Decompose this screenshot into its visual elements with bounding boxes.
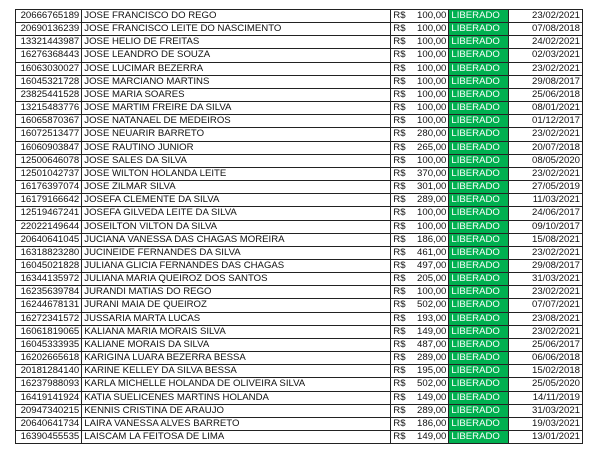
status-badge: LIBERADO	[449, 88, 508, 101]
status-badge: LIBERADO	[449, 207, 508, 220]
cell-value: 100,00	[410, 286, 449, 299]
table-row	[16, 273, 583, 286]
cell-id: 13215483776	[16, 102, 82, 115]
cell-currency: R$	[391, 88, 410, 101]
cell-value: 100,00	[410, 10, 449, 23]
cell-name: JOSE NATANAEL DE MEDEIROS	[82, 115, 391, 128]
table-row	[16, 431, 583, 444]
cell-name: JOSE ZILMAR SILVA	[82, 181, 391, 194]
cell-id: 12501042737	[16, 167, 82, 180]
cell-id: 20181284140	[16, 365, 82, 378]
status-badge: LIBERADO	[449, 23, 508, 36]
table-row	[16, 299, 583, 312]
status-badge: LIBERADO	[449, 128, 508, 141]
cell-name: JOSE SALES DA SILVA	[82, 154, 391, 167]
cell-currency: R$	[391, 207, 410, 220]
cell-value: 100,00	[410, 49, 449, 62]
cell-name: KARIGINA LUARA BEZERRA BESSA	[82, 352, 391, 365]
cell-name: KARINE KELLEY DA SILVA BESSA	[82, 365, 391, 378]
cell-name: LAISCAM LA FEITOSA DE LIMA	[82, 431, 391, 444]
table-row	[16, 167, 583, 180]
cell-currency: R$	[391, 115, 410, 128]
status-badge: LIBERADO	[449, 181, 508, 194]
cell-currency: R$	[391, 49, 410, 62]
cell-id: 16237988093	[16, 378, 82, 391]
cell-id: 16244678131	[16, 299, 82, 312]
cell-currency: R$	[391, 36, 410, 49]
cell-value: 280,00	[410, 128, 449, 141]
cell-id: 16060903847	[16, 141, 82, 154]
cell-value: 100,00	[410, 88, 449, 101]
cell-value: 289,00	[410, 194, 449, 207]
status-badge: LIBERADO	[449, 102, 508, 115]
cell-id: 16061819065	[16, 325, 82, 338]
table-row	[16, 36, 583, 49]
status-badge: LIBERADO	[449, 10, 508, 23]
cell-currency: R$	[391, 75, 410, 88]
cell-date: 20/07/2018	[508, 141, 582, 154]
cell-name: LAIRA VANESSA ALVES BARRETO	[82, 417, 391, 430]
cell-date: 24/06/2017	[508, 207, 582, 220]
cell-value: 289,00	[410, 404, 449, 417]
cell-currency: R$	[391, 102, 410, 115]
cell-id: 16276368443	[16, 49, 82, 62]
cell-name: JOSE MARCIANO MARTINS	[82, 75, 391, 88]
cell-id: 20640641734	[16, 417, 82, 430]
cell-name: JOSEFA GILVEDA LEITE DA SILVA	[82, 207, 391, 220]
cell-date: 31/03/2021	[508, 404, 582, 417]
cell-currency: R$	[391, 352, 410, 365]
cell-currency: R$	[391, 181, 410, 194]
table-row	[16, 325, 583, 338]
cell-currency: R$	[391, 404, 410, 417]
cell-value: 502,00	[410, 299, 449, 312]
status-badge: LIBERADO	[449, 431, 508, 444]
cell-name: JURANDI MATIAS DO REGO	[82, 286, 391, 299]
status-badge: LIBERADO	[449, 378, 508, 391]
status-badge: LIBERADO	[449, 62, 508, 75]
table-row	[16, 378, 583, 391]
cell-name: KALIANA MARIA MORAIS SILVA	[82, 325, 391, 338]
cell-name: JOSE HELIO DE FREITAS	[82, 36, 391, 49]
cell-date: 23/02/2021	[508, 286, 582, 299]
status-badge: LIBERADO	[449, 299, 508, 312]
table-row	[16, 49, 583, 62]
cell-value: 205,00	[410, 273, 449, 286]
cell-currency: R$	[391, 325, 410, 338]
cell-value: 100,00	[410, 102, 449, 115]
cell-id: 20947340215	[16, 404, 82, 417]
cell-date: 29/08/2017	[508, 259, 582, 272]
table-row	[16, 62, 583, 75]
cell-currency: R$	[391, 154, 410, 167]
cell-currency: R$	[391, 194, 410, 207]
cell-id: 16235639784	[16, 286, 82, 299]
cell-date: 02/03/2021	[508, 49, 582, 62]
cell-value: 186,00	[410, 233, 449, 246]
cell-date: 25/06/2018	[508, 88, 582, 101]
table-row	[16, 154, 583, 167]
table-row	[16, 181, 583, 194]
cell-id: 20690136239	[16, 23, 82, 36]
beneficiary-table	[15, 9, 583, 444]
cell-name: JOSE WILTON HOLANDA LEITE	[82, 167, 391, 180]
cell-value: 100,00	[410, 62, 449, 75]
table-row	[16, 417, 583, 430]
cell-id: 16390455535	[16, 431, 82, 444]
cell-id: 16176397074	[16, 181, 82, 194]
status-badge: LIBERADO	[449, 417, 508, 430]
cell-id: 16045333935	[16, 338, 82, 351]
cell-name: JURANI MAIA DE QUEIROZ	[82, 299, 391, 312]
cell-value: 186,00	[410, 417, 449, 430]
cell-currency: R$	[391, 246, 410, 259]
table-row	[16, 286, 583, 299]
status-badge: LIBERADO	[449, 338, 508, 351]
table-row	[16, 128, 583, 141]
cell-date: 06/06/2018	[508, 352, 582, 365]
cell-value: 149,00	[410, 325, 449, 338]
cell-date: 24/02/2021	[508, 36, 582, 49]
status-badge: LIBERADO	[449, 167, 508, 180]
cell-value: 289,00	[410, 352, 449, 365]
cell-currency: R$	[391, 286, 410, 299]
cell-value: 100,00	[410, 36, 449, 49]
cell-id: 23825441528	[16, 88, 82, 101]
cell-id: 16344135972	[16, 273, 82, 286]
cell-id: 16318823280	[16, 246, 82, 259]
table-row	[16, 404, 583, 417]
status-badge: LIBERADO	[449, 141, 508, 154]
cell-date: 07/07/2021	[508, 299, 582, 312]
cell-value: 149,00	[410, 431, 449, 444]
cell-id: 16063030027	[16, 62, 82, 75]
cell-value: 370,00	[410, 167, 449, 180]
cell-date: 25/05/2020	[508, 378, 582, 391]
cell-currency: R$	[391, 312, 410, 325]
cell-date: 23/02/2021	[508, 167, 582, 180]
status-badge: LIBERADO	[449, 273, 508, 286]
cell-currency: R$	[391, 128, 410, 141]
cell-value: 461,00	[410, 246, 449, 259]
cell-name: JOSEFA CLEMENTE DA SILVA	[82, 194, 391, 207]
cell-value: 100,00	[410, 115, 449, 128]
cell-date: 08/01/2021	[508, 102, 582, 115]
cell-value: 487,00	[410, 338, 449, 351]
cell-name: JOSE MARTIM FREIRE DA SILVA	[82, 102, 391, 115]
status-badge: LIBERADO	[449, 246, 508, 259]
cell-id: 16272341572	[16, 312, 82, 325]
cell-date: 08/05/2020	[508, 154, 582, 167]
cell-name: JULIANA MARIA QUEIROZ DOS SANTOS	[82, 273, 391, 286]
status-badge: LIBERADO	[449, 404, 508, 417]
cell-name: JOSE FRANCISCO LEITE DO NASCIMENTO	[82, 23, 391, 36]
cell-id: 12500646078	[16, 154, 82, 167]
cell-date: 27/05/2019	[508, 181, 582, 194]
cell-date: 29/08/2017	[508, 75, 582, 88]
cell-date: 23/08/2021	[508, 312, 582, 325]
cell-date: 25/06/2017	[508, 338, 582, 351]
cell-date: 23/02/2021	[508, 10, 582, 23]
status-badge: LIBERADO	[449, 259, 508, 272]
table-row	[16, 220, 583, 233]
cell-currency: R$	[391, 233, 410, 246]
table-row	[16, 23, 583, 36]
status-badge: LIBERADO	[449, 233, 508, 246]
cell-name: JULIANA GLICIA FERNANDES DAS CHAGAS	[82, 259, 391, 272]
status-badge: LIBERADO	[449, 36, 508, 49]
cell-currency: R$	[391, 141, 410, 154]
cell-currency: R$	[391, 220, 410, 233]
cell-value: 497,00	[410, 259, 449, 272]
cell-id: 16065870367	[16, 115, 82, 128]
table-row	[16, 233, 583, 246]
cell-id: 16419141924	[16, 391, 82, 404]
table-row	[16, 207, 583, 220]
cell-name: JOSE FRANCISCO DO REGO	[82, 10, 391, 23]
cell-name: KARLA MICHELLE HOLANDA DE OLIVEIRA SILVA	[82, 378, 391, 391]
cell-currency: R$	[391, 338, 410, 351]
status-badge: LIBERADO	[449, 365, 508, 378]
cell-currency: R$	[391, 273, 410, 286]
cell-name: JOSE LUCIMAR BEZERRA	[82, 62, 391, 75]
table-row	[16, 259, 583, 272]
cell-value: 502,00	[410, 378, 449, 391]
cell-currency: R$	[391, 62, 410, 75]
status-badge: LIBERADO	[449, 49, 508, 62]
cell-name: JOSE RAUTINO JUNIOR	[82, 141, 391, 154]
cell-date: 19/03/2021	[508, 417, 582, 430]
cell-date: 11/03/2021	[508, 194, 582, 207]
cell-value: 100,00	[410, 220, 449, 233]
cell-value: 149,00	[410, 391, 449, 404]
cell-id: 22022149644	[16, 220, 82, 233]
cell-date: 14/11/2019	[508, 391, 582, 404]
table-row	[16, 352, 583, 365]
cell-currency: R$	[391, 391, 410, 404]
cell-currency: R$	[391, 431, 410, 444]
table-row	[16, 115, 583, 128]
status-badge: LIBERADO	[449, 312, 508, 325]
cell-currency: R$	[391, 259, 410, 272]
cell-date: 23/02/2021	[508, 325, 582, 338]
status-badge: LIBERADO	[449, 391, 508, 404]
status-badge: LIBERADO	[449, 115, 508, 128]
cell-value: 193,00	[410, 312, 449, 325]
cell-name: KATIA SUELICENES MARTINS HOLANDA	[82, 391, 391, 404]
cell-id: 16045021828	[16, 259, 82, 272]
cell-value: 100,00	[410, 154, 449, 167]
cell-id: 20640641045	[16, 233, 82, 246]
cell-id: 16045321728	[16, 75, 82, 88]
status-badge: LIBERADO	[449, 220, 508, 233]
cell-name: JUCINEIDE FERNANDES DA SILVA	[82, 246, 391, 259]
table-row	[16, 88, 583, 101]
cell-id: 16179166642	[16, 194, 82, 207]
status-badge: LIBERADO	[449, 286, 508, 299]
cell-currency: R$	[391, 417, 410, 430]
status-badge: LIBERADO	[449, 75, 508, 88]
table-row	[16, 312, 583, 325]
cell-currency: R$	[391, 378, 410, 391]
cell-value: 100,00	[410, 23, 449, 36]
cell-id: 16202665618	[16, 352, 82, 365]
cell-name: JOSE LEANDRO DE SOUZA	[82, 49, 391, 62]
status-badge: LIBERADO	[449, 194, 508, 207]
cell-name: JUCIANA VANESSA DAS CHAGAS MOREIRA	[82, 233, 391, 246]
cell-name: KENNIS CRISTINA DE ARAUJO	[82, 404, 391, 417]
cell-id: 13321443987	[16, 36, 82, 49]
cell-date: 23/02/2021	[508, 246, 582, 259]
cell-date: 23/02/2021	[508, 62, 582, 75]
cell-name: JOSEILTON VILTON DA SILVA	[82, 220, 391, 233]
table-row	[16, 141, 583, 154]
cell-date: 07/08/2018	[508, 23, 582, 36]
cell-date: 23/02/2021	[508, 128, 582, 141]
cell-date: 15/08/2021	[508, 233, 582, 246]
cell-name: KALIANE MORAIS DA SILVA	[82, 338, 391, 351]
cell-currency: R$	[391, 167, 410, 180]
table-row	[16, 246, 583, 259]
cell-date: 31/03/2021	[508, 273, 582, 286]
cell-id: 20666765189	[16, 10, 82, 23]
cell-value: 100,00	[410, 207, 449, 220]
status-badge: LIBERADO	[449, 154, 508, 167]
cell-name: JUSSARIA MARTA LUCAS	[82, 312, 391, 325]
cell-name: JOSE MARIA SOARES	[82, 88, 391, 101]
cell-value: 100,00	[410, 75, 449, 88]
cell-date: 15/02/2018	[508, 365, 582, 378]
table-row	[16, 365, 583, 378]
cell-date: 09/10/2017	[508, 220, 582, 233]
cell-name: JOSE NEUARIR BARRETO	[82, 128, 391, 141]
table-row	[16, 338, 583, 351]
cell-value: 301,00	[410, 181, 449, 194]
table-row	[16, 75, 583, 88]
cell-currency: R$	[391, 299, 410, 312]
cell-date: 01/12/2017	[508, 115, 582, 128]
cell-id: 12519467241	[16, 207, 82, 220]
table-row	[16, 391, 583, 404]
table-row	[16, 102, 583, 115]
cell-id: 16072513477	[16, 128, 82, 141]
table-row	[16, 10, 583, 23]
cell-currency: R$	[391, 365, 410, 378]
table-row	[16, 194, 583, 207]
status-badge: LIBERADO	[449, 352, 508, 365]
cell-value: 195,00	[410, 365, 449, 378]
cell-date: 13/01/2021	[508, 431, 582, 444]
table-body	[16, 10, 583, 444]
cell-value: 265,00	[410, 141, 449, 154]
cell-currency: R$	[391, 10, 410, 23]
cell-currency: R$	[391, 23, 410, 36]
status-badge: LIBERADO	[449, 325, 508, 338]
